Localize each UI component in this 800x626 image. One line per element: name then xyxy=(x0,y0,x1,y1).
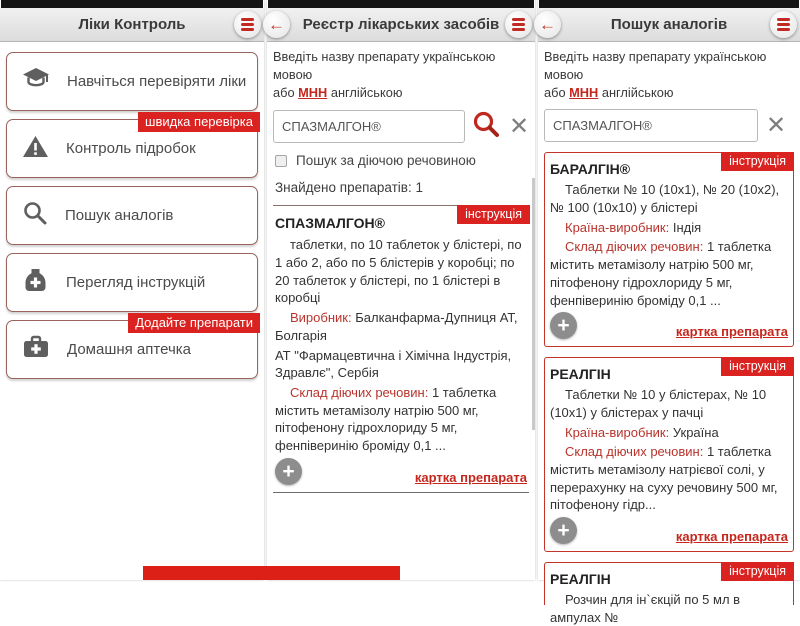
composition-label: Склад діючих речовин: xyxy=(290,384,429,400)
instruction-badge[interactable]: інструкція xyxy=(721,152,794,171)
header-main-menu xyxy=(0,8,264,42)
drug-description: Таблетки № 10 (10х1), № 20 (10х2), № 100 (10х10) у блістері xyxy=(550,182,780,216)
search-input[interactable] xyxy=(544,109,758,142)
drug-name: СПАЗМАЛГОН® xyxy=(275,215,385,232)
manufacturer-label: Виробник: xyxy=(290,310,352,326)
add-to-kit-button[interactable]: + xyxy=(550,312,577,339)
drug-name: РЕАЛГІН xyxy=(550,366,611,383)
country-label: Країна-виробник: xyxy=(565,219,670,235)
results-count: Знайдено препаратів: 1 xyxy=(275,180,423,196)
instructions-icon xyxy=(22,267,49,298)
menu-item-label: Контроль підробок xyxy=(66,140,196,157)
add-to-kit-button[interactable]: + xyxy=(550,517,577,544)
status-bar xyxy=(539,0,799,8)
drug-description: таблетки, по 10 таблеток у блістері, по 1 або 2, або по 5 блістерів у коробці; по 20 таблеток у блістері, по 1 блістері в коробці xyxy=(275,237,522,306)
menu-item-label: Перегляд інструкцій xyxy=(66,274,206,291)
menu-item-badge: Додайте препарати xyxy=(128,313,260,333)
country-label: Країна-виробник: xyxy=(565,424,670,440)
drug-name: РЕАЛГІН xyxy=(550,570,611,587)
mnn-link[interactable]: МНН xyxy=(298,85,328,101)
composition-value: 1 таблетка містить метамізолу натрієвої солі, у перерахунку на суху речовину 500 мг, пітофенону гідр... xyxy=(550,444,778,513)
hint-line2-pre: або xyxy=(544,85,566,101)
page-title: Ліки Контроль xyxy=(78,16,186,33)
menu-item-badge: швидка перевірка xyxy=(138,112,260,132)
search-row xyxy=(544,109,794,142)
menu-item-label: Домашня аптечка xyxy=(67,341,191,358)
registry-body xyxy=(267,42,535,493)
hamburger-menu-icon[interactable] xyxy=(234,11,261,38)
card-footer xyxy=(550,312,788,339)
drug-manufacturer xyxy=(275,309,527,344)
search-hint-text xyxy=(544,48,794,102)
drug-country xyxy=(550,219,788,237)
drug-country xyxy=(550,424,788,442)
drug-description: Розчин для ін`єкцій по 5 мл в ампулах № xyxy=(550,591,741,625)
drug-composition xyxy=(550,443,788,514)
main-menu-list xyxy=(0,42,264,379)
add-to-kit-button[interactable]: + xyxy=(275,458,302,485)
search-icon xyxy=(22,200,48,231)
composition-value: 1 таблетка містить метамізолу натрію 500 мг, пітофенону гідрохлориду 5 мг, фенпіверинію броміду 0,1 ... xyxy=(275,384,497,453)
hint-line2-post: англійською xyxy=(330,85,403,101)
analogs-body xyxy=(538,42,800,625)
manufacturer-value: Балканфарма-Дупниця АТ, Болгарія xyxy=(275,310,518,343)
hint-line2-post: англійською xyxy=(601,85,674,101)
red-highlight-bar xyxy=(143,566,400,580)
card-footer xyxy=(550,517,788,544)
hamburger-menu-icon[interactable] xyxy=(505,11,532,38)
back-arrow-icon[interactable]: ← xyxy=(263,11,290,38)
checkbox-label: Пошук за діючою речовиною xyxy=(296,153,476,169)
panel-main-menu xyxy=(0,0,264,580)
drug-name: БАРАЛГІН® xyxy=(550,161,631,178)
menu-item-home-first-aid-kit[interactable] xyxy=(6,315,258,379)
drug-card-link[interactable]: картка препарата xyxy=(414,469,527,485)
hamburger-menu-icon[interactable] xyxy=(770,11,797,38)
menu-item-analog-search[interactable] xyxy=(6,186,258,245)
analog-card-baralgin[interactable] xyxy=(544,152,794,347)
instruction-badge[interactable]: інструкція xyxy=(721,562,794,581)
header-analog-search xyxy=(538,8,800,42)
status-bar xyxy=(1,0,263,8)
search-hint-text xyxy=(273,48,529,102)
analog-card-realgin-tablets[interactable] xyxy=(544,357,794,552)
status-bar xyxy=(268,0,534,8)
warning-triangle-icon xyxy=(22,134,49,164)
scrollbar[interactable] xyxy=(532,178,535,430)
clear-search-icon[interactable]: ✕ xyxy=(766,111,787,139)
drug-card-link[interactable]: картка препарата xyxy=(675,324,788,340)
country-value: Україна xyxy=(672,424,719,440)
active-substance-filter[interactable] xyxy=(275,153,529,168)
page-title: Реєстр лікарських засобів xyxy=(302,16,500,33)
drug-description: Таблетки № 10 у блістерах, № 10 (10х1) у блістерах у пачці xyxy=(550,387,767,420)
search-input[interactable] xyxy=(273,110,465,143)
drug-card-spazmalgon[interactable] xyxy=(273,205,529,492)
hint-line1: Введіть назву препарату українською мовою xyxy=(273,49,496,83)
mnn-link[interactable]: МНН xyxy=(569,85,599,101)
composition-value: 1 таблетка містить метамізолу натрію 500 мг, пітофенону гідрохлориду 5 мг, фенпіверинію броміду 0,1 ... xyxy=(550,239,772,308)
drug-composition xyxy=(275,384,527,455)
hint-line1: Введіть назву препарату українською мовою xyxy=(544,49,767,83)
clear-search-icon[interactable]: ✕ xyxy=(509,112,530,140)
back-arrow-icon[interactable]: ← xyxy=(534,11,561,38)
card-footer xyxy=(275,458,527,485)
page-title: Пошук аналогів xyxy=(610,16,728,33)
menu-item-counterfeit-control[interactable] xyxy=(6,114,258,178)
panel-analog-search xyxy=(538,0,800,625)
checkbox-icon[interactable] xyxy=(275,155,287,167)
composition-label: Склад діючих речовин: xyxy=(565,239,704,255)
panel-drug-registry xyxy=(267,0,535,580)
analog-card-realgin-solution[interactable] xyxy=(544,562,794,625)
instruction-badge[interactable]: інструкція xyxy=(721,357,794,376)
first-aid-kit-icon xyxy=(22,334,50,365)
menu-item-view-instructions[interactable] xyxy=(6,253,258,312)
hint-line2-pre: або xyxy=(273,85,295,101)
composition-label: Склад діючих речовин: xyxy=(565,444,704,460)
graduation-cap-icon xyxy=(22,66,50,97)
menu-item-label: Навчіться перевіряти ліки xyxy=(67,73,247,90)
menu-item-label: Пошук аналогів xyxy=(65,207,174,224)
search-row xyxy=(273,109,529,144)
instruction-badge[interactable]: інструкція xyxy=(457,205,530,224)
drug-manufacturer-extra: АТ "Фармацевтична і Хімічна Індустрія, Здравлє", Сербія xyxy=(275,347,512,381)
drug-card-link[interactable]: картка препарата xyxy=(675,528,788,544)
search-submit-icon[interactable] xyxy=(471,109,501,144)
country-value: Індія xyxy=(672,219,702,235)
header-drug-registry xyxy=(267,8,535,42)
drug-composition xyxy=(550,238,788,309)
menu-item-learn-to-check[interactable] xyxy=(6,52,258,111)
